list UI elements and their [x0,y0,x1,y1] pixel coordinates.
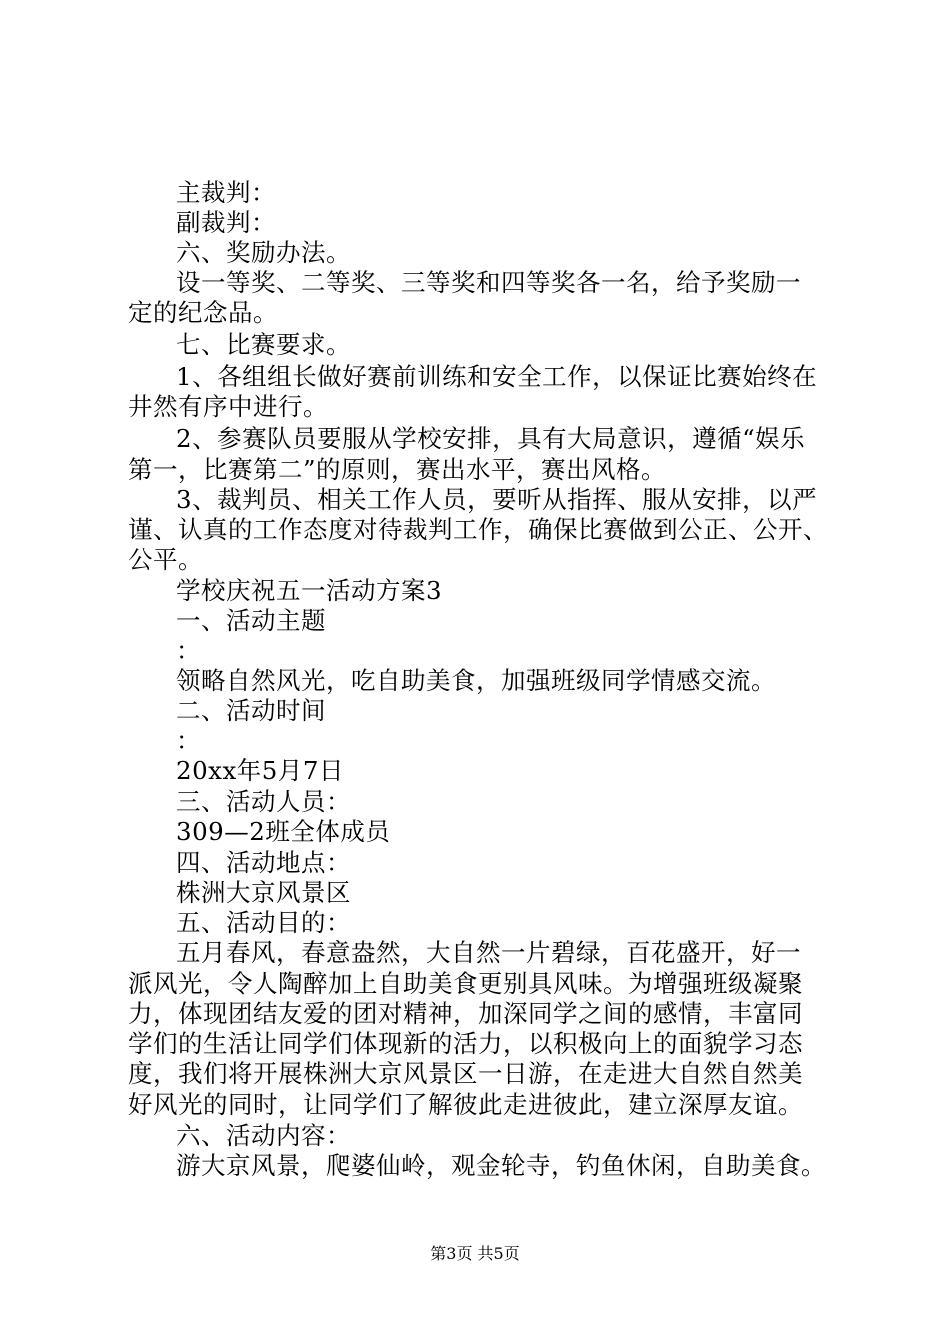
page-footer: 第3页 共5页 [430,1244,520,1263]
text-line: 副裁判： [176,208,276,237]
text-line: 定的纪念品。 [128,298,278,327]
text-line: 派风光，令人陶醉加上自助美食更别具风味。为增强班级凝聚 [128,969,803,998]
text-line: 谨、认真的工作态度对待裁判工作，确保比赛做到公正、公开、 [128,515,828,544]
text-line: 20xx年5月7日 [176,756,344,785]
section-heading: 六、活动内容： [176,1121,351,1150]
text-line: 井然有序中进行。 [128,392,328,421]
text-line: 力，体现团结友爱的团对精神，加深同学之间的感情，丰富同 [128,999,803,1028]
text-line: 领略自然风光，吃自助美食，加强班级同学情感交流。 [176,666,776,695]
text-line: 五月春风，春意盎然，大自然一片碧绿，百花盛开，好一 [176,938,801,967]
text-line: 3、裁判员、相关工作人员，要听从指挥、服从安排，以严 [176,485,818,514]
section-heading: 一、活动主题 [176,606,326,635]
text-line: 309—2班全体成员 [176,817,391,846]
text-line: 1、各组组长做好赛前训练和安全工作，以保证比赛始终在 [176,362,818,391]
document-title: 学校庆祝五一活动方案3 [176,576,443,605]
text-line: 株洲大京风景区 [176,878,351,907]
text-line: 公平。 [128,545,203,574]
section-heading: 四、活动地点： [176,848,351,877]
text-line: 设一等奖、二等奖、三等奖和四等奖各一名，给予奖励一 [176,268,801,297]
text-line: 第一，比赛第二”的原则，赛出水平，赛出风格。 [128,455,667,484]
section-heading: 二、活动时间 [176,696,326,725]
text-line: 2、参赛队员要服从学校安排，具有大局意识，遵循“娱乐 [176,424,806,453]
text-line: 好风光的同时，让同学们了解彼此走进彼此，建立深厚友谊。 [128,1090,803,1119]
text-line: 主裁判： [176,178,276,207]
text-line: 学们的生活让同学们体现新的活力，以积极向上的面貌学习态 [128,1029,803,1058]
text-line: 游大京风景，爬婆仙岭，观金轮寺，钓鱼休闲，自助美食。 [176,1151,826,1180]
section-heading: 七、比赛要求。 [176,330,351,359]
section-heading: 三、活动人员： [176,787,351,816]
text-line: ： [176,636,201,665]
section-heading: 五、活动目的： [176,908,351,937]
text-line: 度，我们将开展株洲大京风景区一日游，在走进大自然自然美 [128,1059,803,1088]
section-heading: 六、奖励办法。 [176,238,351,267]
text-line: ： [176,726,201,755]
